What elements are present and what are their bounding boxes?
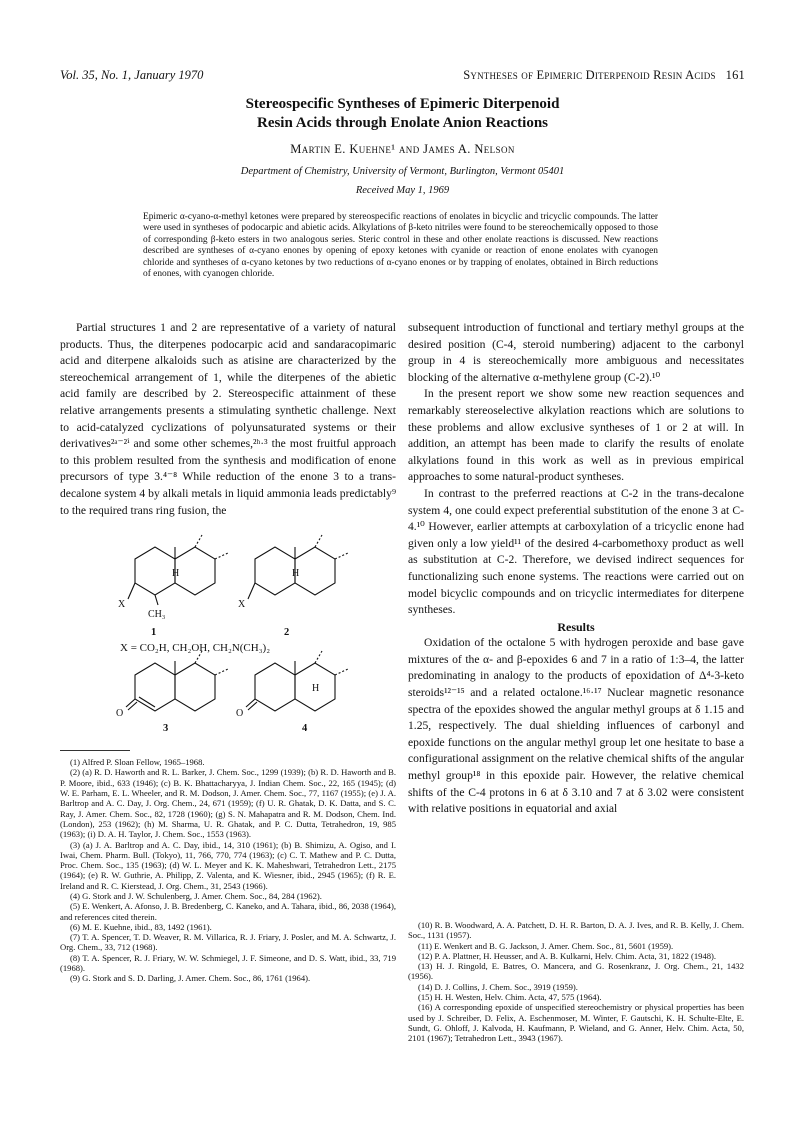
running-title-and-page bbox=[463, 68, 745, 83]
footnote: (9) G. Stork and S. D. Darling, J. Amer. Chem. Soc., 86, 1761 (1964). bbox=[70, 973, 311, 984]
received-date: Received May 1, 1969 bbox=[355, 185, 450, 196]
atom-o-3: O bbox=[116, 708, 124, 720]
structure-4-drawing bbox=[246, 651, 348, 711]
title-line-1: Stereospecific Syntheses of Epimeric Diterpenoid bbox=[245, 96, 560, 112]
right-paragraph-4: Oxidation of the octalone 5 with hydrogen peroxide and base gave mixtures of the α- and β-epoxides 6 and 7 in a ratio of 1:3–4, the latter predominating in analogy to the products of epoxidation of Δ⁴-3-keto steroids¹²⁻¹⁵ and a related octalone.¹⁶·¹⁷ Nuclear magnetic resonance spectra of the epoxides showed the angular methyl groups at δ 1.15 and 1.25, respectively. The dual shielding influences of carbonyl and epoxide functions on the angular methyl group let one hesitate to base a configurational assignment on the relative chemical shifts of the angular methyl group¹⁸ in this epoxide pair. However, the relative chemical shifts of the C-4 protons in 6 at δ 3.10 and 7 at δ 3.02 were consistent with relative positions in equatorial and axial bbox=[408, 636, 744, 816]
left-footnotes bbox=[60, 757, 396, 984]
footnote: (12) P. A. Plattner, H. Heusser, and A. B. Kulkarni, Helv. Chim. Acta, 31, 1822 (1948). bbox=[418, 950, 717, 961]
footnote: (2) (a) R. D. Haworth and R. L. Barker, J. Chem. Soc., 1299 (1939); (b) R. D. Haworth and B. P. Moore, ibid., 633 (1946); (c) B. K. Bhattacharyya, J. Indian Chem. Soc., 22, 165 (1945); (d) W. E. Parham, E. L. Wheeler, and R. M. Dodson, J. Amer. Chem. Soc., 77, 1167 (1955); (e) J. A. Barltrop and A. C. Day, J. Org. Chem., 24, 671 (1959); (f) U. R. Ghatak, D. K. Datta, and S. C. Ray, J. Amer. Chem. Soc., 82, 1728 (1960); (g) S. N. Mahapatra and R. M. Dodson, Chem. Ind. (London), 253 (1962); (h) M. Sharma, U. R. Ghatak, and P. C. Dutta, Tetrahedron, 19, 985 (1963); (i) D. A. H. Taylor, J. Chem. Soc., 1553 (1963). bbox=[60, 767, 396, 840]
footnote: (8) T. A. Spencer, R. J. Friary, W. W. Schmiegel, J. F. Simeone, and D. S. Watt, ibid., 33, 719 (1968). bbox=[60, 952, 396, 974]
right-paragraph-2: In the present report we show some new reaction sequences and remarkably stereoselective alkylation reactions which are solutions to these problems and allow exclusive syntheses of 1 or 2 at will. In addition, an attempt has been made to clarify the results of enolate alkylations found in this work as well as in previous empirical approaches to some natural-product syntheses. bbox=[408, 387, 744, 484]
abstract: Epimeric α-cyano-α-methyl ketones were prepared by stereospecific reactions of enolates in bicyclic and tricyclic compounds. The latter were used in syntheses of podocarpic and abietic acids. Alkylations of β-keto nitriles were found to be stereochemically opposed to those of corresponding β-keto esters in two analogous series. Steric control in these and other enolate reactions is discussed. New reactions described are syntheses of α-cyano enones by opening of epoxy ketones with cyanide or reaction of enone enolates with cyanogen chloride and syntheses of α-cyano ketones by two reductions of α-cyano enones or by trapping of enolates, obtained in Birch reductions of enones, with cyanogen chloride. bbox=[143, 212, 658, 280]
footnote: (13) H. J. Ringold, E. Batres, O. Mancera, and G. Rosenkranz, J. Org. Chem., 21, 1432 (1956). bbox=[408, 961, 744, 982]
section-heading-results: Results bbox=[557, 619, 595, 634]
chemical-structures bbox=[60, 525, 396, 738]
right-footnotes bbox=[408, 920, 744, 1044]
structure-label-4: 4 bbox=[302, 723, 308, 735]
left-paragraph-1: Partial structures 1 and 2 are representative of a variety of natural products. Thus, the diterpenes podocarpic acid and sandaracopimaric acid and diterpene alkaloids such as atisine are characterized by the stereochemical arrangement of 1, while the diterpenes of the abietic acid family are described by 2. Stereospecific attainment of these relative arrangements presents a stimulating synthetic challenge. Next to acid-catalyzed cyclizations of polyunsaturated systems or their derivatives²ᵃ⁻²ⁱ and some other schemes,²ʰ·³ the most fruitful approach to this problem resulted from the synthesis and modification of enone precursors of type 3.⁴⁻⁸ While reduction of the enone 3 to a trans-decalone system 4 by alkali metals in liquid ammonia leads predictably⁹ to the required trans ring fusion, the bbox=[60, 321, 396, 517]
atom-o-4: O bbox=[236, 708, 244, 720]
atom-h-2: H bbox=[292, 568, 300, 580]
footnote-rule bbox=[60, 750, 130, 751]
page-number: 161 bbox=[725, 68, 745, 82]
running-header bbox=[60, 68, 745, 86]
footnote: (11) E. Wenkert and B. G. Jackson, J. Amer. Chem. Soc., 81, 5601 (1959). bbox=[418, 940, 674, 951]
footnote: (1) Alfred P. Sloan Fellow, 1965–1968. bbox=[70, 757, 205, 768]
footnote: (3) (a) J. A. Barltrop and A. C. Day, ibid., 14, 310 (1961); (b) B. Shimizu, A. Ogiso, and I. Iwai, Chem. Pharm. Bull. (Tokyo), 11, 766, 770, 774 (1963); (c) C. T. Mathew and P. C. Dutta, Proc. Chem. Soc., 135 (1963); (d) W. L. Meyer and K. K. Maheshwari, Tetrahedron Lett., 2175 (1964); (e) R. W. Guthrie, A. Philipp, Z. Valenta, and K. Wiesner, ibid., 2945 (1965); (f) R. E. Ireland and R. C. Kierstead, J. Org. Chem., 31, 2543 (1966). bbox=[60, 839, 396, 891]
footnote: (4) G. Stork and J. W. Schulenberg, J. Amer. Chem. Soc., 84, 284 (1962). bbox=[70, 890, 322, 901]
left-column bbox=[60, 320, 396, 984]
structure-label-3: 3 bbox=[163, 723, 169, 735]
atom-x-1: X bbox=[118, 599, 126, 611]
structure-label-1: 1 bbox=[151, 627, 157, 639]
footnote: (7) T. A. Spencer, T. D. Weaver, R. M. Villarica, R. J. Friary, J. Posler, and M. A. Schwartz, J. Org. Chem., 33, 712 (1968). bbox=[60, 932, 396, 953]
structure-drawings bbox=[60, 525, 396, 738]
structure-2-drawing bbox=[248, 535, 348, 599]
article-title bbox=[60, 95, 745, 133]
right-paragraph-1: subsequent introduction of functional and tertiary methyl groups at the desired position (C-4, steroid numbering) adjacent to the carbonyl group in 4 is stereochemically more ambiguous and necessitates blocking of the alternative α-methylene group (C-2).¹⁰ bbox=[408, 321, 744, 384]
authors: Martin E. Kuehne¹ and James A. Nelson bbox=[290, 142, 515, 156]
footnote: (6) M. E. Kuehne, ibid., 83, 1492 (1961). bbox=[70, 921, 212, 932]
right-paragraph-3: In contrast to the preferred reactions at C-2 in the trans-decalone system 4, one could expect preferential substitution of the enone 3 at C-4.¹⁰ However, earlier attempts at carboxylation of a tricyclic enone had given only a low yield¹¹ of the desired 4-carbomethoxy product as well as substitution at C-2. Therefore, we devised indirect sequences for functionalizing such enone systems. The reactions were carried out on model bicyclic compounds and on tricyclic intermediates for diterpene syntheses. bbox=[408, 486, 744, 617]
journal-issue: Vol. 35, No. 1, January 1970 bbox=[60, 68, 204, 82]
footnote: (16) A corresponding epoxide of unspecified stereochemistry or physical properties has been used by J. Schreiber, D. Felix, A. Eschenmoser, M. Winter, F. Gautschi, K. H. Schulte-Elte, E. Sundt, G. Ohloff, J. Kalvoda, H. Kaufmann, P. Wieland, and G. Anner, Helv. Chim. Acta, 50, 2101 (1967); Tetrahedron Lett., 3943 (1967). bbox=[408, 1002, 744, 1044]
footnote: (14) D. J. Collins, J. Chem. Soc., 3919 (1959). bbox=[418, 981, 578, 992]
atom-h-4: H bbox=[312, 683, 320, 695]
title-line-2: Resin Acids through Enolate Anion Reactions bbox=[256, 115, 549, 131]
structure-label-2: 2 bbox=[284, 627, 290, 639]
footnote: (5) E. Wenkert, A. Afonso, J. B. Bredenberg, C. Kaneko, and A. Tahara, ibid., 86, 2038 (1964), and references cited therein. bbox=[60, 901, 396, 922]
affiliation: Department of Chemistry, University of Vermont, Burlington, Vermont 05401 bbox=[240, 166, 565, 177]
atom-x-2: X bbox=[238, 599, 246, 611]
x-substituent-definition: X = CO₂H, CH₂OH, CH₂N(CH₃)₂ bbox=[120, 642, 271, 655]
right-column bbox=[408, 320, 744, 818]
footnote: (10) R. B. Woodward, A. A. Patchett, D. H. R. Barton, D. A. J. Ives, and R. B. Kelly, J. Chem. Soc., 1131 (1957). bbox=[408, 920, 744, 941]
atom-ch3-1: CH₃ bbox=[148, 609, 166, 621]
footnote: (15) H. H. Westen, Helv. Chim. Acta, 47, 575 (1964). bbox=[418, 992, 602, 1003]
atom-h-1: H bbox=[172, 568, 180, 580]
structure-3-drawing bbox=[126, 651, 228, 711]
running-title: Syntheses of Epimeric Diterpenoid Resin Acids bbox=[463, 68, 716, 82]
